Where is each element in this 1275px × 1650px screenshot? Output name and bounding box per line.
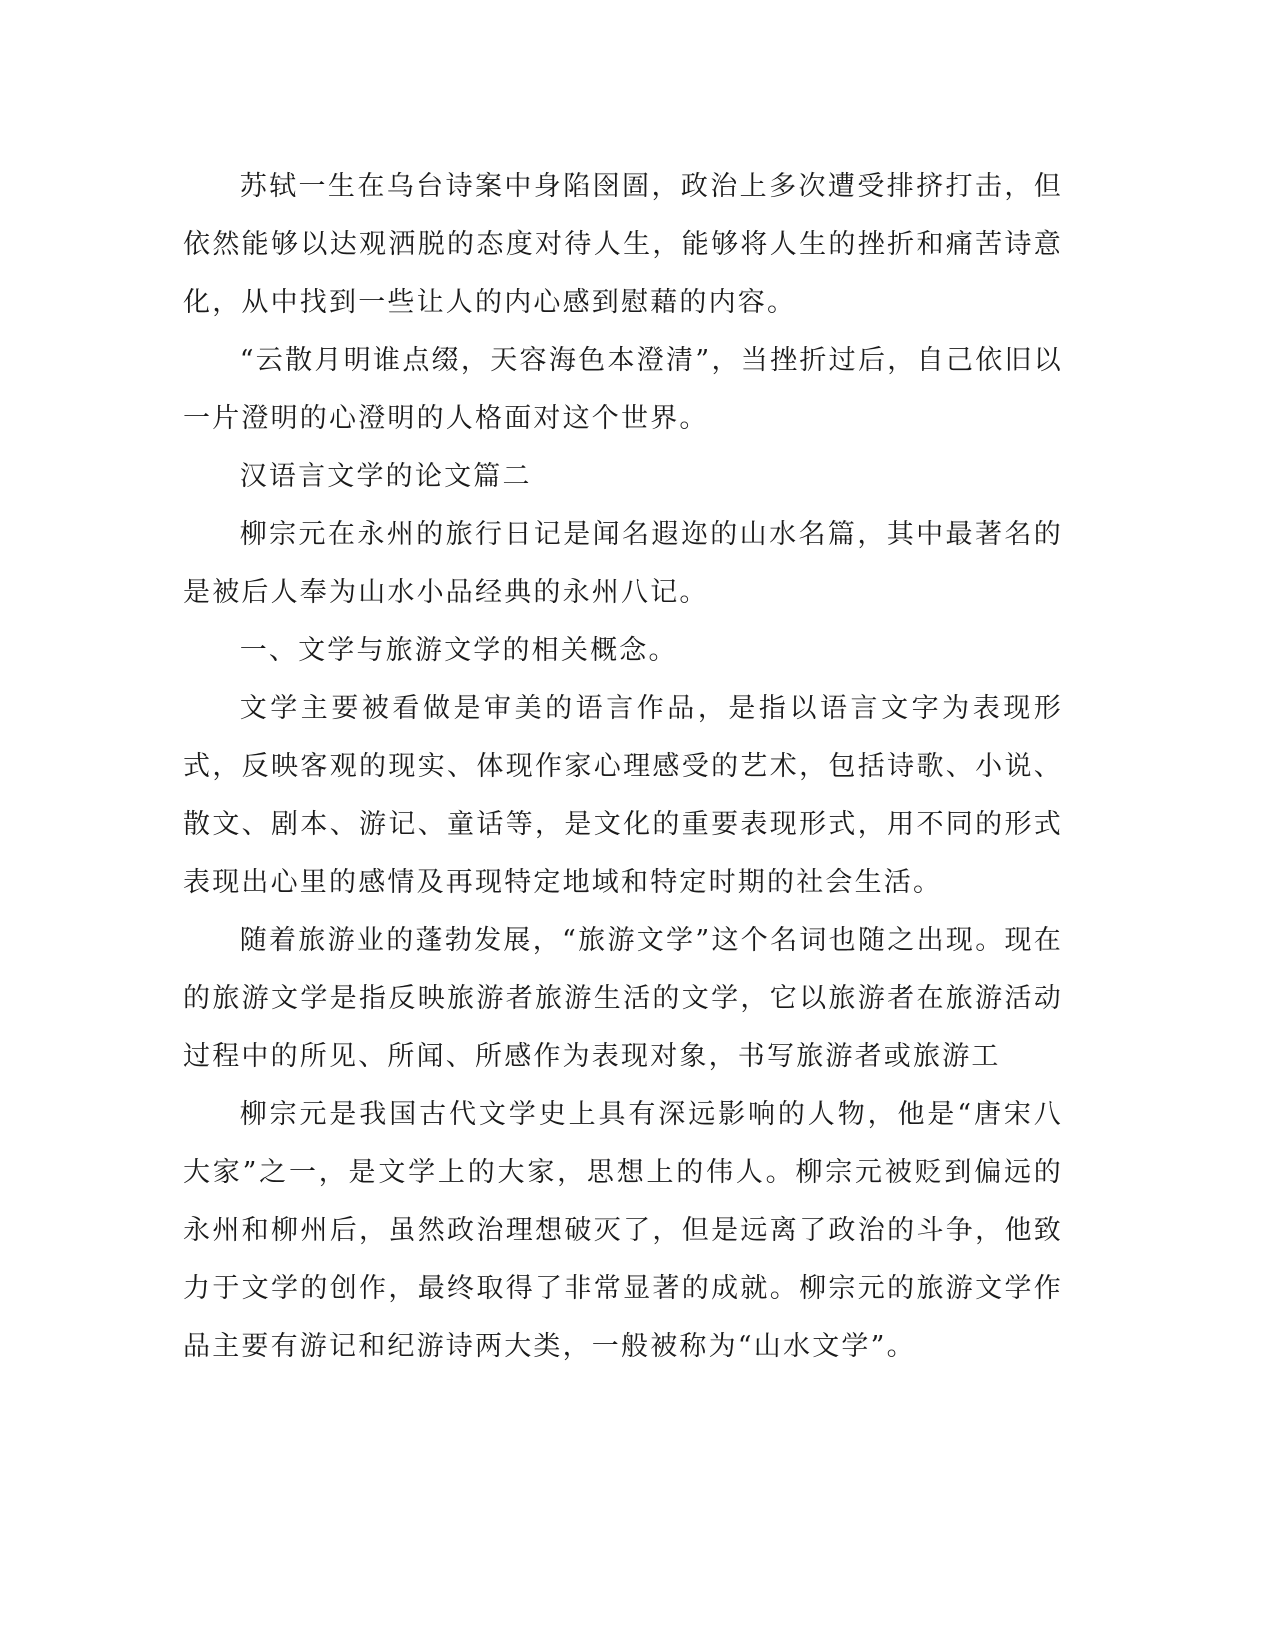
paragraph-4: 文学主要被看做是审美的语言作品，是指以语言文字为表现形式，反映客观的现实、体现作家心理感受的艺术，包括诗歌、小说、散文、剧本、游记、童话等，是文化的重要表现形式，用不同的形式表现出心里的感情及再现特定地域和特定时期的社会生活。 [183,693,1063,898]
subsection-heading: 一、文学与旅游文学的相关概念。 [239,635,678,666]
paragraph-2: “云散月明谁点缀，天容海色本澄清”，当挫折过后，自己依旧以一片澄明的心澄明的人格面对这个世界。 [183,345,1063,434]
section-heading: 汉语言文学的论文篇二 [239,461,532,492]
paragraph-1: 苏轼一生在乌台诗案中身陷囹圄，政治上多次遭受排挤打击，但依然能够以达观洒脱的态度对待人生，能够将人生的挫折和痛苦诗意化，从中找到一些让人的内心感到慰藉的内容。 [183,171,1063,318]
paragraph-3: 柳宗元在永州的旅行日记是闻名遐迩的山水名篇，其中最著名的是被后人奉为山水小品经典的永州八记。 [183,519,1063,608]
document-body [183,158,1063,1376]
paragraph-6: 柳宗元是我国古代文学史上具有深远影响的人物，他是“唐宋八大家”之一，是文学上的大家，思想上的伟人。柳宗元被贬到偏远的永州和柳州后，虽然政治理想破灭了，但是远离了政治的斗争，他致力于文学的创作，最终取得了非常显著的成就。柳宗元的旅游文学作品主要有游记和纪游诗两大类，一般被称为“山水文学”。 [183,1099,1063,1362]
paragraph-5: 随着旅游业的蓬勃发展，“旅游文学”这个名词也随之出现。现在的旅游文学是指反映旅游者旅游生活的文学，它以旅游者在旅游活动过程中的所见、所闻、所感作为表现对象，书写旅游者或旅游工 [183,925,1063,1072]
